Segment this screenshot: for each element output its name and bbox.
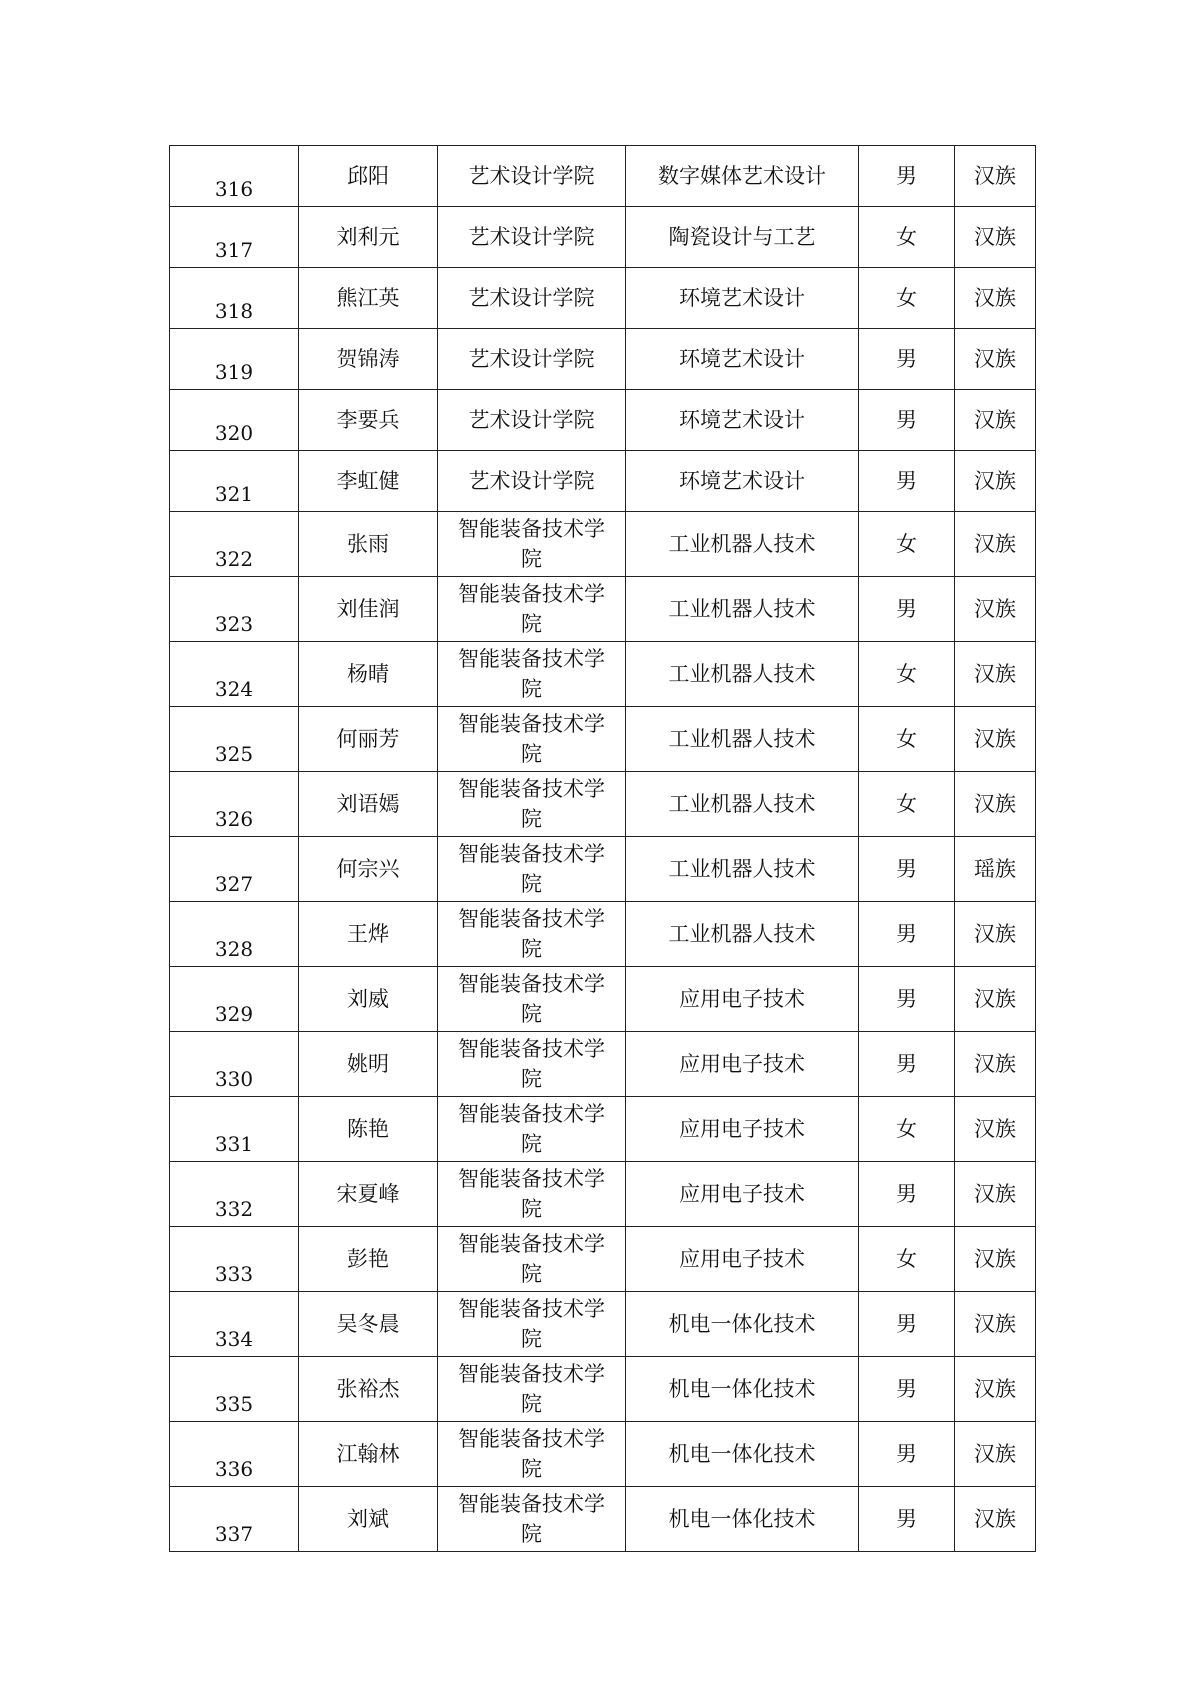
row-number-cell: 322 <box>170 512 299 577</box>
ethnicity-cell: 汉族 <box>955 146 1036 207</box>
row-number-cell: 321 <box>170 451 299 512</box>
ethnicity-cell: 汉族 <box>955 1422 1036 1487</box>
ethnicity-cell: 汉族 <box>955 1162 1036 1227</box>
major-cell: 机电一体化技术 <box>626 1422 859 1487</box>
student-name-cell: 何丽芳 <box>299 707 438 772</box>
major-cell: 工业机器人技术 <box>626 577 859 642</box>
major-cell: 陶瓷设计与工艺 <box>626 207 859 268</box>
student-name-cell: 杨晴 <box>299 642 438 707</box>
ethnicity-cell: 汉族 <box>955 451 1036 512</box>
row-number-cell: 325 <box>170 707 299 772</box>
college-cell <box>438 512 626 577</box>
ethnicity-cell: 汉族 <box>955 902 1036 967</box>
major-cell: 工业机器人技术 <box>626 642 859 707</box>
ethnicity-cell: 瑶族 <box>955 837 1036 902</box>
gender-cell: 女 <box>859 512 955 577</box>
ethnicity-cell: 汉族 <box>955 1097 1036 1162</box>
student-name-cell: 姚明 <box>299 1032 438 1097</box>
college-cell <box>438 902 626 967</box>
row-number-cell: 329 <box>170 967 299 1032</box>
row-number-cell: 328 <box>170 902 299 967</box>
college-text: 艺术设计学院 <box>468 469 595 493</box>
college-cell <box>438 707 626 772</box>
student-name-cell: 江翰林 <box>299 1422 438 1487</box>
gender-cell: 男 <box>859 329 955 390</box>
major-cell: 工业机器人技术 <box>626 512 859 577</box>
row-number-cell: 336 <box>170 1422 299 1487</box>
ethnicity-cell: 汉族 <box>955 390 1036 451</box>
table-row <box>170 1357 1036 1422</box>
college-text: 智能装备技术学院 <box>458 712 605 766</box>
student-name-cell: 王烨 <box>299 902 438 967</box>
gender-cell: 男 <box>859 577 955 642</box>
college-text: 智能装备技术学院 <box>458 842 605 896</box>
gender-cell: 男 <box>859 902 955 967</box>
table-row <box>170 642 1036 707</box>
row-number-cell: 335 <box>170 1357 299 1422</box>
table-row <box>170 1227 1036 1292</box>
college-cell <box>438 1357 626 1422</box>
row-number-cell: 337 <box>170 1487 299 1552</box>
student-name-cell: 彭艳 <box>299 1227 438 1292</box>
table-row <box>170 707 1036 772</box>
student-name-cell: 张雨 <box>299 512 438 577</box>
major-cell: 工业机器人技术 <box>626 707 859 772</box>
student-name-cell: 宋夏峰 <box>299 1162 438 1227</box>
college-text: 智能装备技术学院 <box>458 1232 605 1286</box>
student-name-cell: 刘佳润 <box>299 577 438 642</box>
table-row <box>170 902 1036 967</box>
table-row <box>170 146 1036 207</box>
major-cell: 环境艺术设计 <box>626 329 859 390</box>
row-number-cell: 327 <box>170 837 299 902</box>
table-row <box>170 1097 1036 1162</box>
table-row <box>170 1162 1036 1227</box>
ethnicity-cell: 汉族 <box>955 1227 1036 1292</box>
college-cell <box>438 390 626 451</box>
student-name-cell: 吴冬晨 <box>299 1292 438 1357</box>
ethnicity-cell: 汉族 <box>955 1032 1036 1097</box>
table-row <box>170 837 1036 902</box>
gender-cell: 女 <box>859 772 955 837</box>
college-cell <box>438 642 626 707</box>
major-cell: 机电一体化技术 <box>626 1357 859 1422</box>
student-name-cell: 张裕杰 <box>299 1357 438 1422</box>
major-cell: 环境艺术设计 <box>626 451 859 512</box>
row-number-cell: 331 <box>170 1097 299 1162</box>
student-name-cell: 刘语嫣 <box>299 772 438 837</box>
college-text: 艺术设计学院 <box>468 225 595 249</box>
table-row <box>170 1032 1036 1097</box>
gender-cell: 男 <box>859 1032 955 1097</box>
student-roster-table <box>169 145 1036 1552</box>
student-name-cell: 何宗兴 <box>299 837 438 902</box>
table-row <box>170 577 1036 642</box>
gender-cell: 男 <box>859 390 955 451</box>
ethnicity-cell: 汉族 <box>955 967 1036 1032</box>
college-text: 智能装备技术学院 <box>458 1297 605 1351</box>
table-row <box>170 512 1036 577</box>
college-text: 智能装备技术学院 <box>458 647 605 701</box>
student-name-cell: 贺锦涛 <box>299 329 438 390</box>
gender-cell: 女 <box>859 707 955 772</box>
college-cell <box>438 577 626 642</box>
major-cell: 应用电子技术 <box>626 1227 859 1292</box>
gender-cell: 女 <box>859 268 955 329</box>
table-row <box>170 207 1036 268</box>
college-cell <box>438 1422 626 1487</box>
major-cell: 环境艺术设计 <box>626 390 859 451</box>
college-cell <box>438 1097 626 1162</box>
gender-cell: 男 <box>859 837 955 902</box>
ethnicity-cell: 汉族 <box>955 642 1036 707</box>
major-cell: 工业机器人技术 <box>626 902 859 967</box>
table-row <box>170 772 1036 837</box>
college-text: 艺术设计学院 <box>468 286 595 310</box>
student-name-cell: 李虹健 <box>299 451 438 512</box>
college-cell <box>438 772 626 837</box>
table-row <box>170 1422 1036 1487</box>
college-text: 艺术设计学院 <box>468 164 595 188</box>
college-cell <box>438 268 626 329</box>
gender-cell: 男 <box>859 1422 955 1487</box>
ethnicity-cell: 汉族 <box>955 707 1036 772</box>
college-cell <box>438 1487 626 1552</box>
row-number-cell: 323 <box>170 577 299 642</box>
row-number-cell: 330 <box>170 1032 299 1097</box>
college-text: 智能装备技术学院 <box>458 777 605 831</box>
student-name-cell: 陈艳 <box>299 1097 438 1162</box>
college-text: 智能装备技术学院 <box>458 1427 605 1481</box>
major-cell: 数字媒体艺术设计 <box>626 146 859 207</box>
college-cell <box>438 1292 626 1357</box>
table-row <box>170 451 1036 512</box>
gender-cell: 女 <box>859 642 955 707</box>
gender-cell: 男 <box>859 1487 955 1552</box>
student-name-cell: 邱阳 <box>299 146 438 207</box>
student-name-cell: 熊江英 <box>299 268 438 329</box>
gender-cell: 女 <box>859 1097 955 1162</box>
ethnicity-cell: 汉族 <box>955 512 1036 577</box>
table-row <box>170 1487 1036 1552</box>
college-cell <box>438 207 626 268</box>
college-text: 艺术设计学院 <box>468 408 595 432</box>
college-cell <box>438 146 626 207</box>
ethnicity-cell: 汉族 <box>955 207 1036 268</box>
ethnicity-cell: 汉族 <box>955 1357 1036 1422</box>
row-number-cell: 324 <box>170 642 299 707</box>
row-number-cell: 317 <box>170 207 299 268</box>
row-number-cell: 319 <box>170 329 299 390</box>
row-number-cell: 334 <box>170 1292 299 1357</box>
student-name-cell: 李要兵 <box>299 390 438 451</box>
college-text: 智能装备技术学院 <box>458 1492 605 1546</box>
college-cell <box>438 1227 626 1292</box>
ethnicity-cell: 汉族 <box>955 577 1036 642</box>
gender-cell: 女 <box>859 207 955 268</box>
ethnicity-cell: 汉族 <box>955 268 1036 329</box>
gender-cell: 女 <box>859 1227 955 1292</box>
table-row <box>170 268 1036 329</box>
major-cell: 工业机器人技术 <box>626 772 859 837</box>
major-cell: 应用电子技术 <box>626 1032 859 1097</box>
major-cell: 应用电子技术 <box>626 1097 859 1162</box>
college-text: 智能装备技术学院 <box>458 582 605 636</box>
college-text: 智能装备技术学院 <box>458 907 605 961</box>
college-cell <box>438 329 626 390</box>
college-text: 智能装备技术学院 <box>458 1102 605 1156</box>
college-cell <box>438 1032 626 1097</box>
college-text: 智能装备技术学院 <box>458 972 605 1026</box>
major-cell: 应用电子技术 <box>626 967 859 1032</box>
student-name-cell: 刘斌 <box>299 1487 438 1552</box>
college-text: 智能装备技术学院 <box>458 1037 605 1091</box>
row-number-cell: 332 <box>170 1162 299 1227</box>
ethnicity-cell: 汉族 <box>955 772 1036 837</box>
table-row <box>170 1292 1036 1357</box>
gender-cell: 男 <box>859 1357 955 1422</box>
student-name-cell: 刘利元 <box>299 207 438 268</box>
college-text: 智能装备技术学院 <box>458 1362 605 1416</box>
table-row <box>170 390 1036 451</box>
college-text: 艺术设计学院 <box>468 347 595 371</box>
college-cell <box>438 451 626 512</box>
college-text: 智能装备技术学院 <box>458 517 605 571</box>
gender-cell: 男 <box>859 146 955 207</box>
table-row <box>170 329 1036 390</box>
college-cell <box>438 1162 626 1227</box>
college-text: 智能装备技术学院 <box>458 1167 605 1221</box>
major-cell: 工业机器人技术 <box>626 837 859 902</box>
college-cell <box>438 967 626 1032</box>
row-number-cell: 326 <box>170 772 299 837</box>
table-row <box>170 967 1036 1032</box>
row-number-cell: 316 <box>170 146 299 207</box>
major-cell: 机电一体化技术 <box>626 1292 859 1357</box>
college-cell <box>438 837 626 902</box>
gender-cell: 男 <box>859 451 955 512</box>
student-name-cell: 刘威 <box>299 967 438 1032</box>
row-number-cell: 320 <box>170 390 299 451</box>
ethnicity-cell: 汉族 <box>955 1292 1036 1357</box>
ethnicity-cell: 汉族 <box>955 329 1036 390</box>
ethnicity-cell: 汉族 <box>955 1487 1036 1552</box>
gender-cell: 男 <box>859 1162 955 1227</box>
row-number-cell: 333 <box>170 1227 299 1292</box>
roster-body <box>170 146 1036 1552</box>
major-cell: 环境艺术设计 <box>626 268 859 329</box>
gender-cell: 男 <box>859 1292 955 1357</box>
major-cell: 机电一体化技术 <box>626 1487 859 1552</box>
row-number-cell: 318 <box>170 268 299 329</box>
gender-cell: 男 <box>859 967 955 1032</box>
major-cell: 应用电子技术 <box>626 1162 859 1227</box>
